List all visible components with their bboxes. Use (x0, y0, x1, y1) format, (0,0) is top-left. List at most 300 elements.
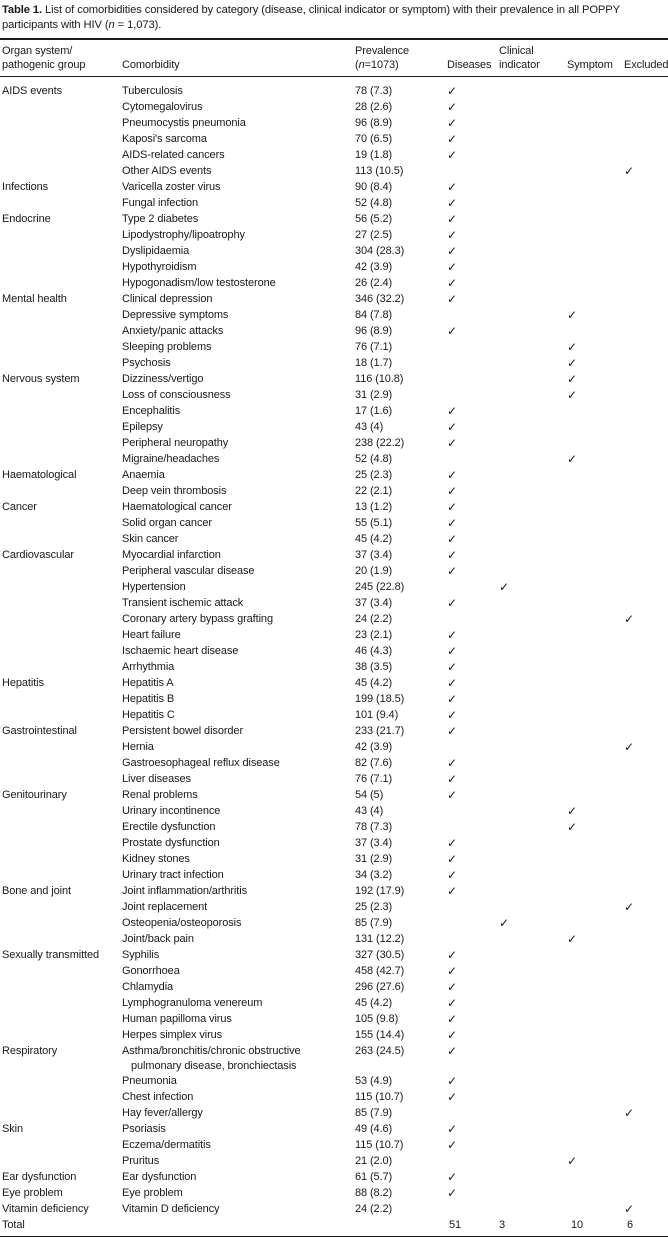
prevalence-value: 88 (8.2) (355, 1187, 393, 1199)
check-icon: ✓ (567, 1154, 577, 1168)
comorbidity-label: Hepatitis A (122, 677, 174, 689)
symptom-cell (565, 948, 621, 964)
diseases-cell (443, 1154, 493, 1170)
comorbidity-label: Migraine/headaches (122, 453, 220, 465)
comorbidity-label: Eye problem (122, 1187, 183, 1199)
clinical-indicator-cell (493, 916, 565, 932)
excluded-cell (621, 372, 668, 388)
symptom-cell (565, 372, 621, 388)
excluded-cell (621, 964, 668, 980)
clinical-indicator-cell (493, 340, 565, 356)
clinical-indicator-cell (493, 116, 565, 132)
comorbidity-label: Solid organ cancer (122, 517, 212, 529)
clinical-indicator-cell (493, 148, 565, 164)
table-row (0, 212, 668, 228)
diseases-cell (443, 372, 493, 388)
organ-group-label (0, 996, 120, 1012)
symptom-cell (565, 740, 621, 756)
table-row (0, 884, 668, 900)
prevalence-value: 113 (10.5) (355, 165, 404, 177)
diseases-cell (443, 1202, 493, 1218)
excluded-cell (621, 756, 668, 772)
check-icon: ✓ (447, 996, 457, 1010)
organ-group-label (0, 340, 120, 356)
excluded-cell (621, 916, 668, 932)
table-row (0, 692, 668, 708)
comorbidity-label: Cytomegalovirus (122, 101, 203, 113)
diseases-cell (443, 836, 493, 852)
comorbidity-label: Hernia (122, 741, 154, 753)
symptom-cell (565, 916, 621, 932)
diseases-cell (443, 1122, 493, 1138)
clinical-indicator-cell (493, 772, 565, 788)
excluded-cell (621, 500, 668, 516)
organ-group-label (0, 100, 120, 116)
diseases-cell (443, 420, 493, 436)
comorbidity-label: Depressive symptoms (122, 309, 229, 321)
organ-group-label: Respiratory (2, 1045, 58, 1057)
table-body (0, 77, 668, 1219)
check-icon: ✓ (447, 1138, 457, 1152)
prevalence-value: 37 (3.4) (355, 549, 393, 561)
prevalence-value: 43 (4) (355, 421, 384, 433)
excluded-cell (621, 612, 668, 628)
organ-group-label: Cardiovascular (2, 549, 74, 561)
table-row (0, 516, 668, 532)
diseases-cell (443, 996, 493, 1012)
prevalence-value: 22 (2.1) (355, 485, 393, 497)
prevalence-value: 37 (3.4) (355, 597, 393, 609)
comorbidity-label: Heart failure (122, 629, 181, 641)
comorbidity-label: Tuberculosis (122, 85, 183, 97)
comorbidity-label: Other AIDS events (122, 165, 212, 177)
comorbidity-label: Anxiety/panic attacks (122, 325, 224, 337)
clinical-indicator-cell (493, 1154, 565, 1170)
prevalence-value: 85 (7.9) (355, 1107, 393, 1119)
prevalence-value: 304 (28.3) (355, 245, 405, 257)
comorbidity-label: Ear dysfunction (122, 1171, 197, 1183)
clinical-indicator-cell (493, 580, 565, 596)
check-icon: ✓ (624, 612, 634, 626)
clinical-indicator-cell (493, 164, 565, 180)
clinical-indicator-cell (493, 692, 565, 708)
organ-group-label (0, 484, 120, 500)
comorbidity-label: Human papilloma virus (122, 1013, 232, 1025)
organ-group-label: Haematological (2, 469, 77, 481)
organ-group-label (0, 1154, 120, 1170)
excluded-cell (621, 484, 668, 500)
symptom-cell (565, 772, 621, 788)
excluded-cell (621, 836, 668, 852)
excluded-cell (621, 676, 668, 692)
prevalence-value: 101 (9.4) (355, 709, 399, 721)
diseases-cell (443, 1028, 493, 1044)
total-diseases: 51 (443, 1218, 493, 1237)
organ-group-label (0, 308, 120, 324)
organ-group-label: Ear dysfunction (2, 1171, 77, 1183)
clinical-indicator-cell (493, 244, 565, 260)
organ-group-label: Hepatitis (2, 677, 44, 689)
check-icon: ✓ (447, 548, 457, 562)
organ-group-label (0, 1138, 120, 1154)
total-label: Total (0, 1218, 120, 1237)
excluded-cell (621, 228, 668, 244)
organ-group-label (0, 116, 120, 132)
organ-group-label (0, 276, 120, 292)
comorbidity-label: Prostate dysfunction (122, 837, 220, 849)
diseases-cell (443, 132, 493, 148)
organ-group-label (0, 916, 120, 932)
table-row (0, 788, 668, 804)
clinical-indicator-cell (493, 804, 565, 820)
excluded-cell (621, 900, 668, 916)
diseases-cell (443, 964, 493, 980)
symptom-cell (565, 468, 621, 484)
check-icon: ✓ (447, 692, 457, 706)
organ-group-label (0, 836, 120, 852)
clinical-indicator-cell (493, 1202, 565, 1218)
diseases-cell (443, 916, 493, 932)
table-row (0, 580, 668, 596)
prevalence-value: 115 (10.7) (355, 1091, 404, 1103)
comorbidity-label: Pneumonia (122, 1075, 177, 1087)
excluded-cell (621, 164, 668, 180)
clinical-indicator-cell (493, 132, 565, 148)
diseases-cell (443, 756, 493, 772)
symptom-cell (565, 708, 621, 724)
comorbidity-label: Deep vein thrombosis (122, 485, 227, 497)
prevalence-value: 61 (5.7) (355, 1171, 393, 1183)
comorbidity-label: Epilepsy (122, 421, 163, 433)
check-icon: ✓ (567, 388, 577, 402)
prevalence-value: 76 (7.1) (355, 773, 393, 785)
comorbidity-label: Joint inflammation/arthritis (122, 885, 247, 897)
symptom-cell (565, 228, 621, 244)
clinical-indicator-cell (493, 1122, 565, 1138)
table-row (0, 1186, 668, 1202)
comorbidity-label: Asthma/bronchitis/chronic obstructive pulmonary disease, bronchiectasis (122, 1045, 301, 1072)
header-symptom: Symptom (565, 39, 621, 77)
header-row (0, 39, 668, 77)
check-icon: ✓ (567, 340, 577, 354)
organ-group-label (0, 1012, 120, 1028)
prevalence-value: 18 (1.7) (355, 357, 393, 369)
diseases-cell (443, 164, 493, 180)
table-row (0, 644, 668, 660)
prevalence-value: 55 (5.1) (355, 517, 393, 529)
prevalence-value: 263 (24.5) (355, 1045, 405, 1057)
symptom-cell (565, 212, 621, 228)
table-row (0, 1090, 668, 1106)
comorbidity-label: Lymphogranuloma venereum (122, 997, 263, 1009)
table-row (0, 356, 668, 372)
diseases-cell (443, 804, 493, 820)
diseases-cell (443, 708, 493, 724)
prevalence-value: 24 (2.2) (355, 613, 393, 625)
clinical-indicator-cell (493, 980, 565, 996)
prevalence-value: 31 (2.9) (355, 389, 393, 401)
comorbidity-label: Hypogonadism/low testosterone (122, 277, 276, 289)
symptom-cell (565, 1138, 621, 1154)
check-icon: ✓ (624, 740, 634, 754)
symptom-cell (565, 1090, 621, 1106)
symptom-cell (565, 852, 621, 868)
check-icon: ✓ (447, 292, 457, 306)
check-icon: ✓ (567, 820, 577, 834)
clinical-indicator-cell (493, 1106, 565, 1122)
table-row (0, 548, 668, 564)
table-row (0, 1202, 668, 1218)
symptom-cell (565, 1012, 621, 1028)
prevalence-value: 238 (22.2) (355, 437, 405, 449)
check-icon: ✓ (447, 532, 457, 546)
symptom-cell (565, 980, 621, 996)
symptom-cell (565, 404, 621, 420)
comorbidity-label: Vitamin D deficiency (122, 1203, 220, 1215)
table-caption-text: List of comorbidities considered by category (disease, clinical indicator or symptom) with their prevalence in all POPPY participants with HIV ( (2, 4, 620, 31)
organ-group-label (0, 404, 120, 420)
organ-group-label: Skin (2, 1123, 23, 1135)
table-row (0, 948, 668, 964)
check-icon: ✓ (447, 868, 457, 882)
prevalence-value: 84 (7.8) (355, 309, 393, 321)
excluded-cell (621, 1044, 668, 1074)
table-row (0, 1044, 668, 1074)
header-excluded: Excluded (621, 39, 668, 77)
table-caption-suffix: = 1,073). (114, 19, 162, 31)
excluded-cell (621, 244, 668, 260)
check-icon: ✓ (567, 356, 577, 370)
diseases-cell (443, 740, 493, 756)
excluded-cell (621, 1028, 668, 1044)
check-icon: ✓ (499, 580, 509, 594)
symptom-cell (565, 180, 621, 196)
table-row (0, 148, 668, 164)
diseases-cell (443, 516, 493, 532)
symptom-cell (565, 1186, 621, 1202)
organ-group-label (0, 196, 120, 212)
organ-group-label (0, 1074, 120, 1090)
diseases-cell (443, 404, 493, 420)
clinical-indicator-cell (493, 900, 565, 916)
excluded-cell (621, 100, 668, 116)
excluded-cell (621, 548, 668, 564)
prevalence-value: 49 (4.6) (355, 1123, 393, 1135)
excluded-cell (621, 1090, 668, 1106)
prevalence-value: 31 (2.9) (355, 853, 393, 865)
diseases-cell (443, 228, 493, 244)
comorbidity-label: Gastroesophageal reflux disease (122, 757, 280, 769)
check-icon: ✓ (447, 324, 457, 338)
organ-group-label: Gastrointestinal (2, 725, 77, 737)
clinical-indicator-cell (493, 484, 565, 500)
excluded-cell (621, 996, 668, 1012)
organ-group-label (0, 868, 120, 884)
table-row (0, 308, 668, 324)
symptom-cell (565, 756, 621, 772)
organ-group-label (0, 244, 120, 260)
table-row (0, 388, 668, 404)
diseases-cell (443, 772, 493, 788)
excluded-cell (621, 660, 668, 676)
symptom-cell (565, 500, 621, 516)
clinical-indicator-cell (493, 452, 565, 468)
organ-group-label: Nervous system (2, 373, 80, 385)
organ-group-label (0, 820, 120, 836)
table-row (0, 1028, 668, 1044)
table-footer (0, 1218, 668, 1237)
comorbidity-label: Osteopenia/osteoporosis (122, 917, 242, 929)
prevalence-value: 43 (4) (355, 805, 384, 817)
symptom-cell (565, 484, 621, 500)
diseases-cell (443, 324, 493, 340)
excluded-cell (621, 308, 668, 324)
organ-group-label (0, 804, 120, 820)
symptom-cell (565, 884, 621, 900)
table-row (0, 340, 668, 356)
diseases-cell (443, 788, 493, 804)
symptom-cell (565, 356, 621, 372)
prevalence-value: 13 (1.2) (355, 501, 393, 513)
comorbidity-table (0, 38, 668, 1237)
excluded-cell (621, 884, 668, 900)
symptom-cell (565, 308, 621, 324)
prevalence-value: 76 (7.1) (355, 341, 393, 353)
comorbidity-label: Urinary tract infection (122, 869, 224, 881)
comorbidity-label: Syphilis (122, 949, 160, 961)
check-icon: ✓ (447, 1028, 457, 1042)
comorbidity-label: Kidney stones (122, 853, 190, 865)
symptom-cell (565, 692, 621, 708)
table-row (0, 740, 668, 756)
symptom-cell (565, 100, 621, 116)
excluded-cell (621, 868, 668, 884)
check-icon: ✓ (447, 148, 457, 162)
organ-group-label (0, 516, 120, 532)
symptom-cell (565, 164, 621, 180)
table-row (0, 420, 668, 436)
diseases-cell (443, 500, 493, 516)
check-icon: ✓ (499, 916, 509, 930)
symptom-cell (565, 868, 621, 884)
diseases-cell (443, 1090, 493, 1106)
header-diseases: Diseases (443, 39, 493, 77)
comorbidity-label: Hypothyroidism (122, 261, 197, 273)
organ-group-label: Endocrine (2, 213, 51, 225)
organ-group-label (0, 852, 120, 868)
table-row (0, 1074, 668, 1090)
check-icon: ✓ (447, 884, 457, 898)
clinical-indicator-cell (493, 196, 565, 212)
comorbidity-label: Hepatitis B (122, 693, 175, 705)
comorbidity-label: Herpes simplex virus (122, 1029, 223, 1041)
organ-group-label (0, 900, 120, 916)
comorbidity-label: Coronary artery bypass grafting (122, 613, 273, 625)
prevalence-value: 131 (12.2) (355, 933, 405, 945)
comorbidity-label: Pneumocystis pneumonia (122, 117, 246, 129)
organ-group-label (0, 132, 120, 148)
organ-group-label (0, 532, 120, 548)
check-icon: ✓ (447, 84, 457, 98)
table-row (0, 852, 668, 868)
excluded-cell (621, 180, 668, 196)
check-icon: ✓ (447, 1186, 457, 1200)
table-row (0, 116, 668, 132)
clinical-indicator-cell (493, 868, 565, 884)
clinical-indicator-cell (493, 1186, 565, 1202)
prevalence-value: 78 (7.3) (355, 85, 393, 97)
table-row (0, 77, 668, 101)
check-icon: ✓ (447, 244, 457, 258)
table-row (0, 276, 668, 292)
organ-group-label (0, 596, 120, 612)
check-icon: ✓ (624, 1202, 634, 1216)
organ-group-label: Genitourinary (2, 789, 67, 801)
comorbidity-label: Arrhythmia (122, 661, 175, 673)
header-comorbidity: Comorbidity (120, 39, 353, 77)
organ-group-label (0, 644, 120, 660)
organ-group-label (0, 1090, 120, 1106)
excluded-cell (621, 1012, 668, 1028)
diseases-cell (443, 1074, 493, 1090)
comorbidity-label: Haematological cancer (122, 501, 232, 513)
organ-group-label (0, 164, 120, 180)
check-icon: ✓ (447, 772, 457, 786)
check-icon: ✓ (447, 1074, 457, 1088)
organ-group-label (0, 580, 120, 596)
table-row (0, 660, 668, 676)
excluded-cell (621, 772, 668, 788)
diseases-cell (443, 356, 493, 372)
clinical-indicator-cell (493, 212, 565, 228)
symptom-cell (565, 996, 621, 1012)
diseases-cell (443, 532, 493, 548)
prevalence-value: 19 (1.8) (355, 149, 393, 161)
excluded-cell (621, 212, 668, 228)
diseases-cell (443, 116, 493, 132)
diseases-cell (443, 244, 493, 260)
diseases-cell (443, 340, 493, 356)
symptom-cell (565, 516, 621, 532)
check-icon: ✓ (567, 452, 577, 466)
check-icon: ✓ (447, 980, 457, 994)
check-icon: ✓ (447, 100, 457, 114)
excluded-cell (621, 1138, 668, 1154)
symptom-cell (565, 148, 621, 164)
organ-group-label (0, 564, 120, 580)
organ-group-label (0, 148, 120, 164)
symptom-cell (565, 292, 621, 308)
check-icon: ✓ (447, 276, 457, 290)
table-row (0, 596, 668, 612)
diseases-cell (443, 852, 493, 868)
clinical-indicator-cell (493, 1044, 565, 1074)
check-icon: ✓ (447, 564, 457, 578)
check-icon: ✓ (447, 1044, 457, 1058)
clinical-indicator-cell (493, 100, 565, 116)
total-row (0, 1218, 668, 1237)
check-icon: ✓ (447, 660, 457, 674)
clinical-indicator-cell (493, 420, 565, 436)
comorbidity-label: Renal problems (122, 789, 198, 801)
excluded-cell (621, 436, 668, 452)
comorbidity-label: Hepatitis C (122, 709, 175, 721)
prevalence-value: 96 (8.9) (355, 325, 393, 337)
symptom-cell (565, 388, 621, 404)
excluded-cell (621, 1202, 668, 1218)
diseases-cell (443, 180, 493, 196)
organ-group-label (0, 356, 120, 372)
